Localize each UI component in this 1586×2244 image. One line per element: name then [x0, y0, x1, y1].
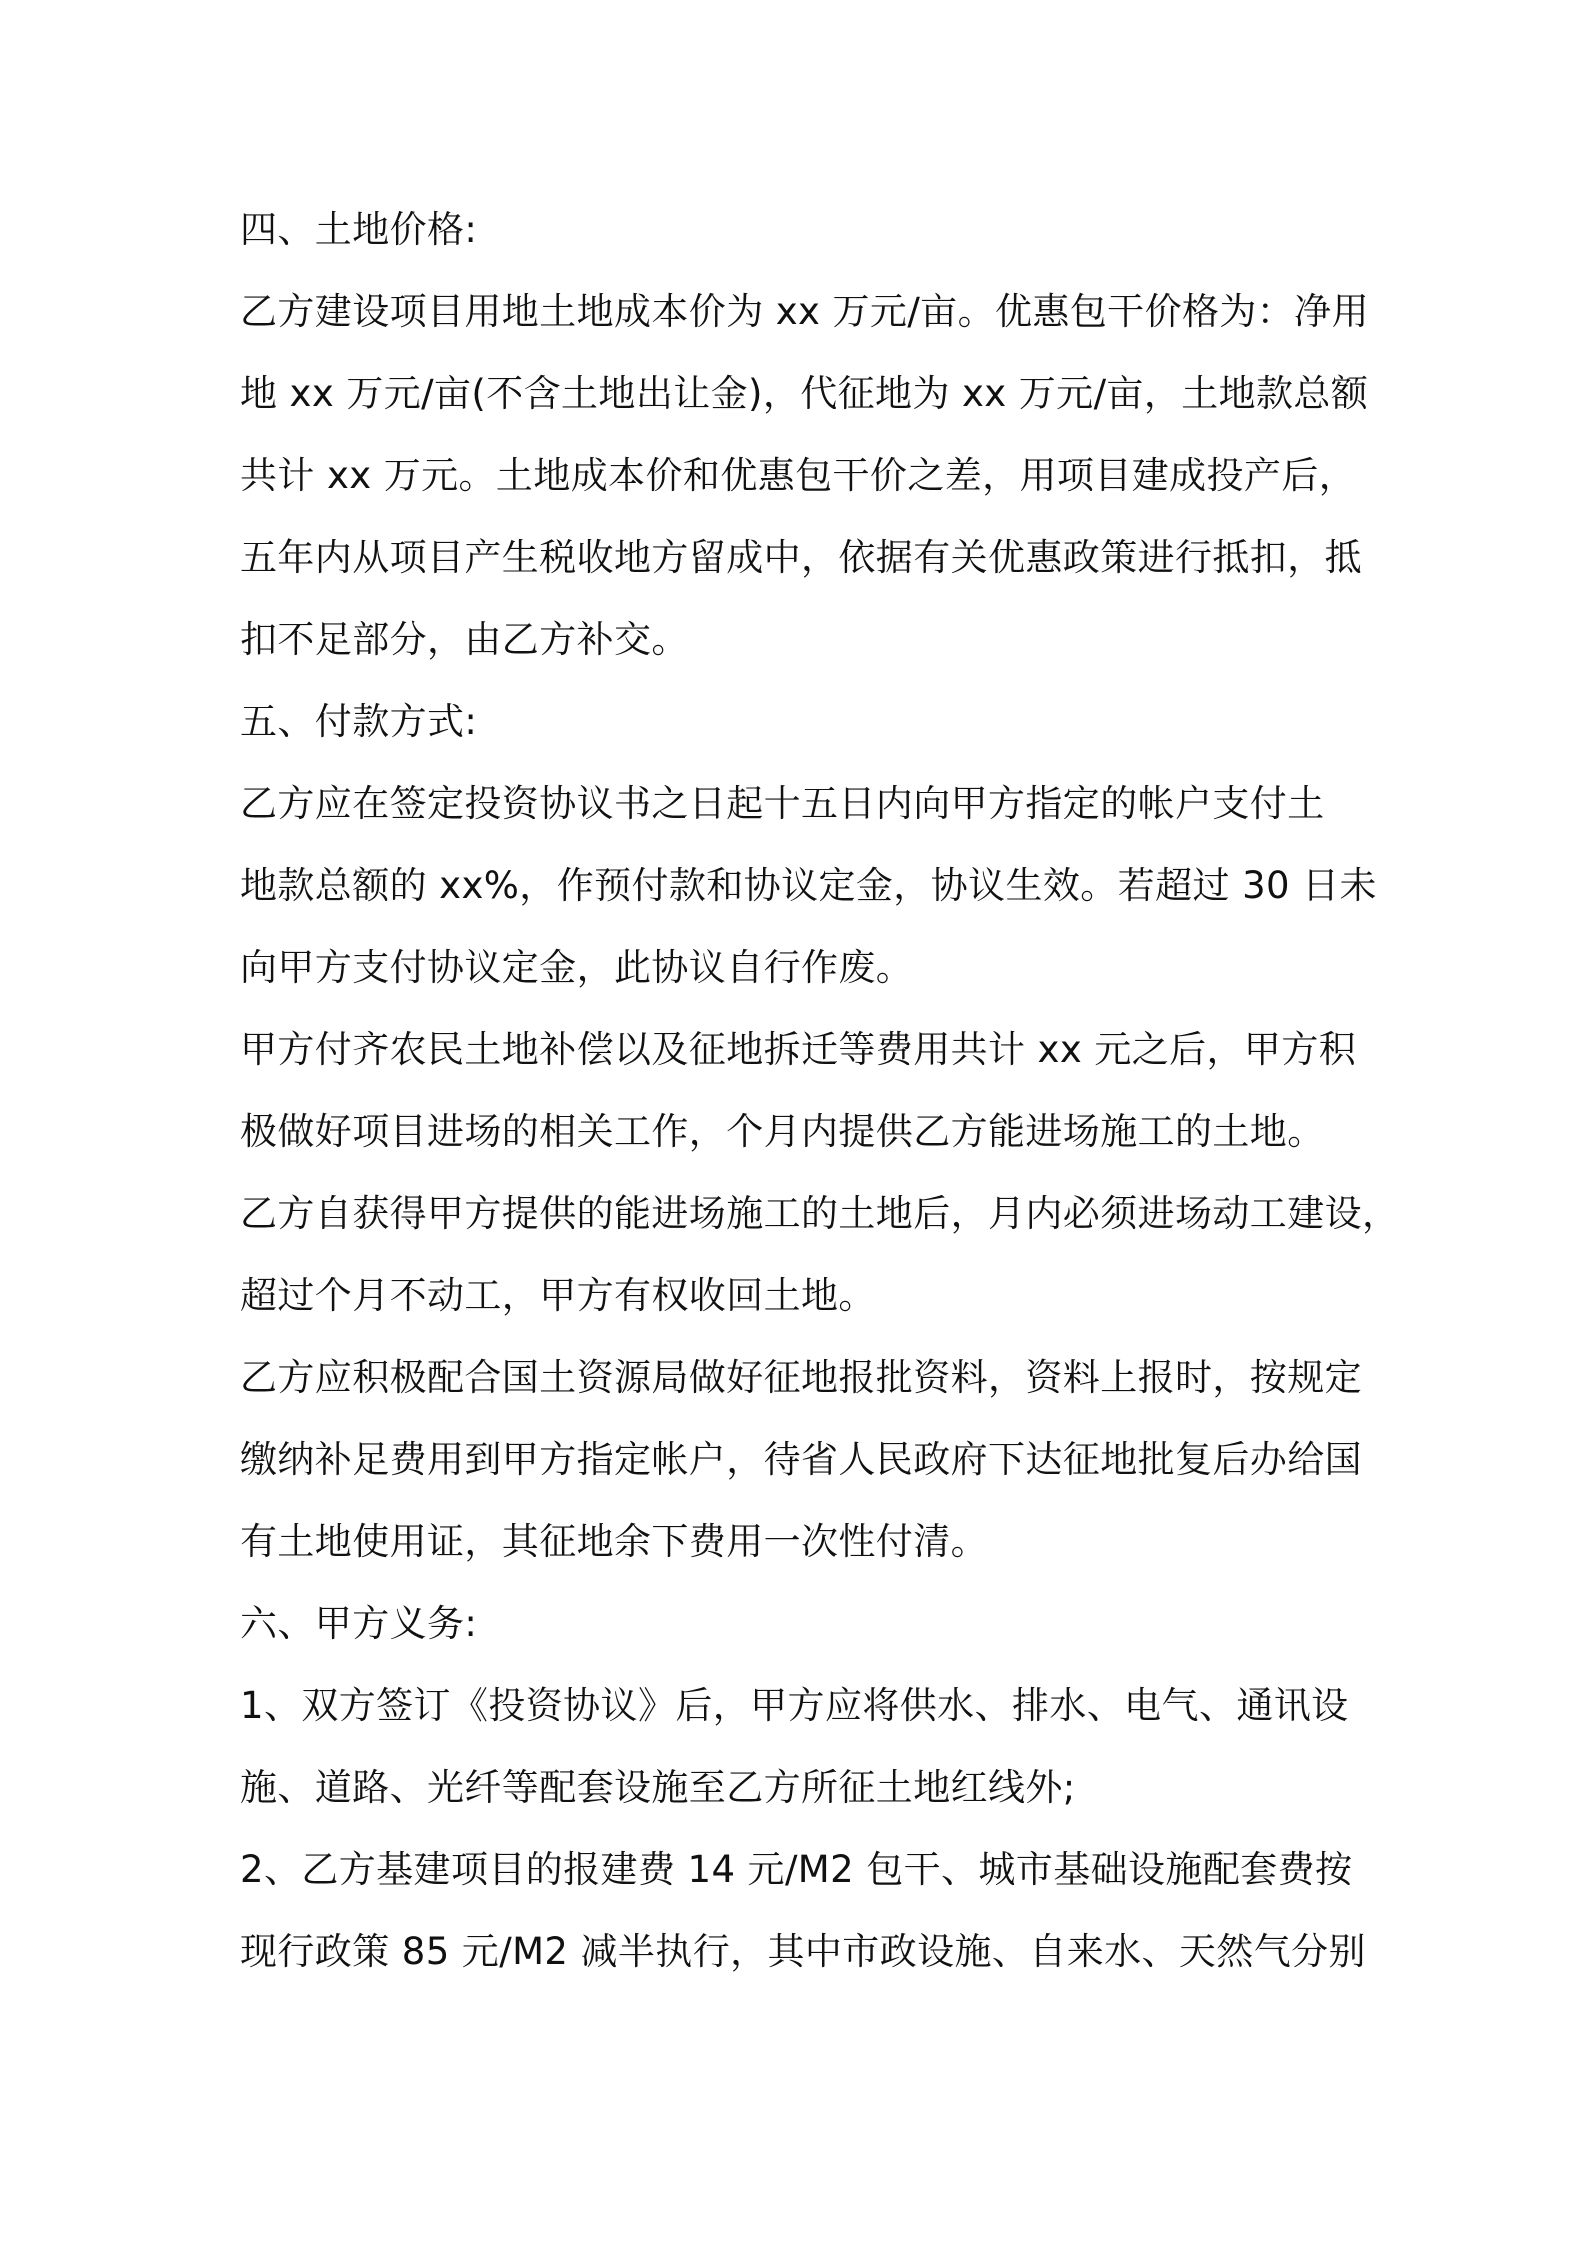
- paragraph-line: 共计 xx 万元。土地成本价和优惠包干价之差，用项目建成投产后，: [240, 454, 1357, 497]
- paragraph-line: 超过个月不动工，甲方有权收回土地。: [240, 1274, 876, 1317]
- paragraph-line: 五年内从项目产生税收地方留成中，依据有关优惠政策进行抵扣，抵: [240, 536, 1362, 579]
- paragraph-line: 乙方建设项目用地土地成本价为 xx 万元/亩。优惠包干价格为：净用: [240, 290, 1369, 333]
- paragraph-line: 现行政策 85 元/M2 减半执行，其中市政设施、自来水、天然气分别: [240, 1930, 1366, 1973]
- paragraph-line: 乙方应积极配合国土资源局做好征地报批资料，资料上报时，按规定: [240, 1356, 1362, 1399]
- section-heading-party-a-obligations: 六、甲方义务:: [240, 1602, 478, 1645]
- document-body: [240, 198, 1400, 2002]
- paragraph-line: 甲方付齐农民土地补偿以及征地拆迁等费用共计 xx 元之后，甲方积: [240, 1028, 1357, 1071]
- paragraph-line: 1、双方签订《投资协议》后，甲方应将供水、排水、电气、通讯设: [240, 1684, 1349, 1727]
- paragraph-line: 向甲方支付协议定金，此协议自行作废。: [240, 946, 914, 989]
- paragraph-line: 有土地使用证，其征地余下费用一次性付清。: [240, 1520, 988, 1563]
- paragraph-line: 缴纳补足费用到甲方指定帐户，待省人民政府下达征地批复后办给国: [240, 1438, 1362, 1481]
- paragraph-line: 乙方自获得甲方提供的能进场施工的土地后，月内必须进场动工建设，: [240, 1192, 1400, 1235]
- paragraph-line: 施、道路、光纤等配套设施至乙方所征土地红线外;: [240, 1766, 1076, 1809]
- section-heading-land-price: 四、土地价格:: [240, 208, 478, 251]
- paragraph-line: 扣不足部分，由乙方补交。: [240, 618, 689, 661]
- paragraph-line: 地 xx 万元/亩(不含土地出让金)，代征地为 xx 万元/亩，土地款总额: [240, 372, 1369, 415]
- paragraph-line: 极做好项目进场的相关工作，个月内提供乙方能进场施工的土地。: [240, 1110, 1325, 1153]
- paragraph-line: 2、乙方基建项目的报建费 14 元/M2 包干、城市基础设施配套费按: [240, 1848, 1353, 1891]
- paragraph-line: 地款总额的 xx%，作预付款和协议定金，协议生效。若超过 30 日未: [240, 864, 1377, 907]
- paragraph-line: 乙方应在签定投资协议书之日起十五日内向甲方指定的帐户支付土: [240, 782, 1325, 825]
- section-heading-payment: 五、付款方式:: [240, 700, 478, 743]
